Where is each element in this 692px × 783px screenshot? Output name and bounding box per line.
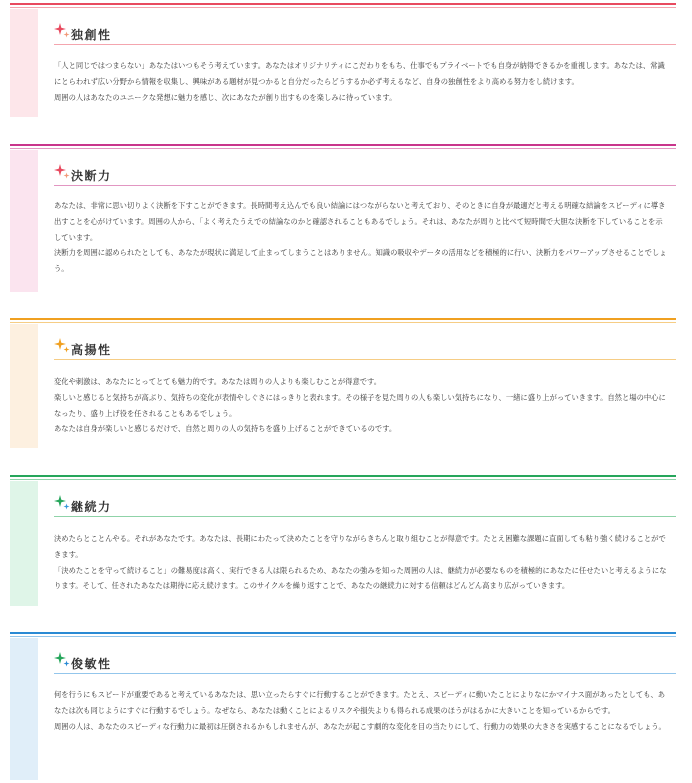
section-card-agility <box>10 632 676 780</box>
section-top-border <box>10 475 676 481</box>
paragraph: 「決めたことを守って続けること」の難易度は高く、実行できる人は限られるため、あなたの強みを知った周囲の人は、継続力が必要なものを積極的にあなたに任せたいと考えるようになります。そして、任されたあなたは期待に応え続けます。このサイクルを繰り返すことで、あなたの継続力に対する信頼はどんどん高まり広がっていきます。 <box>54 565 667 591</box>
paragraph: 決めたらとことんやる。それがあなたです。あなたは、長期にわたって決めたことを守りながらきちんと取り組むことが得意です。たとえ困難な課題に直面しても粘り強く続けることができます。 <box>54 534 666 559</box>
section-side-bar <box>10 638 38 780</box>
paragraph: 「人と同じではつまらない」あなたはいつもそう考えています。あなたはオリジナリティにこだわりをもち、仕事でもプライベートでも自身が納得できるかを重視します。あなたは、常識にとらわれず広い分野から情報を収集し、興味がある題材が見つかると自分だったらどうするか必ず考えるなど、自身の独創性をより高める努力をし続けます。 <box>54 61 665 86</box>
section-top-border <box>10 3 676 9</box>
section-top-border <box>10 632 676 638</box>
paragraph: 周囲の人は、あなたのスピーディな行動力に最初は圧倒されるかもしれませんが、あなたが起こす劇的な変化を目の当たりにして、行動力の効果の大きさを実感することになるでしょう。 <box>54 721 666 731</box>
section-side-bar <box>10 481 38 606</box>
section-body <box>54 198 668 277</box>
section-top-border <box>10 144 676 150</box>
paragraph: あなたは自身が楽しいと感じるだけで、自然と周りの人の気持ちを盛り上げることができているのです。 <box>54 424 397 434</box>
paragraph: 楽しいと感じると気持ちが高ぶり、気持ちの変化が表情やしぐさにはっきりと表れます。その様子を見た周りの人も楽しい気持ちになり、一緒に盛り上がっていきます。自然と場の中心になったり、盛り上げ役を任されることもあるでしょう。 <box>54 392 666 418</box>
paragraph: 何を行うにもスピードが重要であると考えているあなたは、思い立ったらすぐに行動することができます。たとえ、スピーディに動いたことによりなにかマイナス面があったとしても、あなたは次も同じようにすぐに行動するでしょう。なぜなら、あなたは動くことによるリスクや損失よりも得られる成果のほうがはるかに大きいことを知っているからです。 <box>54 690 666 715</box>
section-title: 高揚性 <box>71 343 112 357</box>
section-heading <box>54 26 676 48</box>
title-underline <box>54 185 676 186</box>
section-body <box>54 58 668 105</box>
section-side-bar <box>10 324 38 448</box>
section-body <box>54 531 668 594</box>
paragraph: 変化や刺激は、あなたにとってとても魅力的です。あなたは周りの人よりも楽しむことが得意です。 <box>54 377 382 386</box>
section-card-persistence <box>10 475 676 606</box>
section-card-uniqueness <box>10 3 676 117</box>
title-underline <box>54 44 676 45</box>
sparkle-icon <box>54 495 70 511</box>
section-card-elation <box>10 318 676 448</box>
section-title: 決断力 <box>71 169 112 183</box>
sparkle-icon <box>54 164 70 180</box>
section-heading <box>54 498 676 520</box>
section-heading <box>54 341 676 363</box>
section-heading <box>54 655 676 677</box>
section-title: 俊敏性 <box>71 657 112 671</box>
section-side-bar <box>10 9 38 117</box>
paragraph: あなたは、非常に思い切りよく決断を下すことができます。長時間考え込んでも良い結論にはつながらないと考えており、そのときに自身が最適だと考える明確な結論をスピーディに導き出すことを心がけています。周囲の人から、「よく考えたうえでの結論なのかと確認されることもあるでしょう。それは、あなたが周りと比べて短時間で大胆な決断を下していることを示しています。 <box>54 201 666 242</box>
title-underline <box>54 673 676 674</box>
section-heading <box>54 167 676 189</box>
title-underline <box>54 516 676 517</box>
section-title: 独創性 <box>71 28 112 42</box>
section-body <box>54 374 668 437</box>
sparkle-icon <box>54 652 70 668</box>
section-body <box>54 687 668 734</box>
paragraph: 決断力を周囲に認められたとしても、あなたが現状に満足して止まってしまうことはありません。知識の吸収やデータの活用などを積極的に行い、決断力をパワーアップさせることでしょう。 <box>54 248 667 274</box>
section-title: 継続力 <box>71 500 112 514</box>
sparkle-icon <box>54 338 70 354</box>
section-card-decisiveness <box>10 144 676 292</box>
paragraph: 周囲の人はあなたのユニークな発想に魅力を感じ、次にあなたが創り出すものを楽しみに待っています。 <box>54 92 397 102</box>
sparkle-icon <box>54 23 70 39</box>
section-side-bar <box>10 150 38 292</box>
title-underline <box>54 359 676 360</box>
section-top-border <box>10 318 676 324</box>
